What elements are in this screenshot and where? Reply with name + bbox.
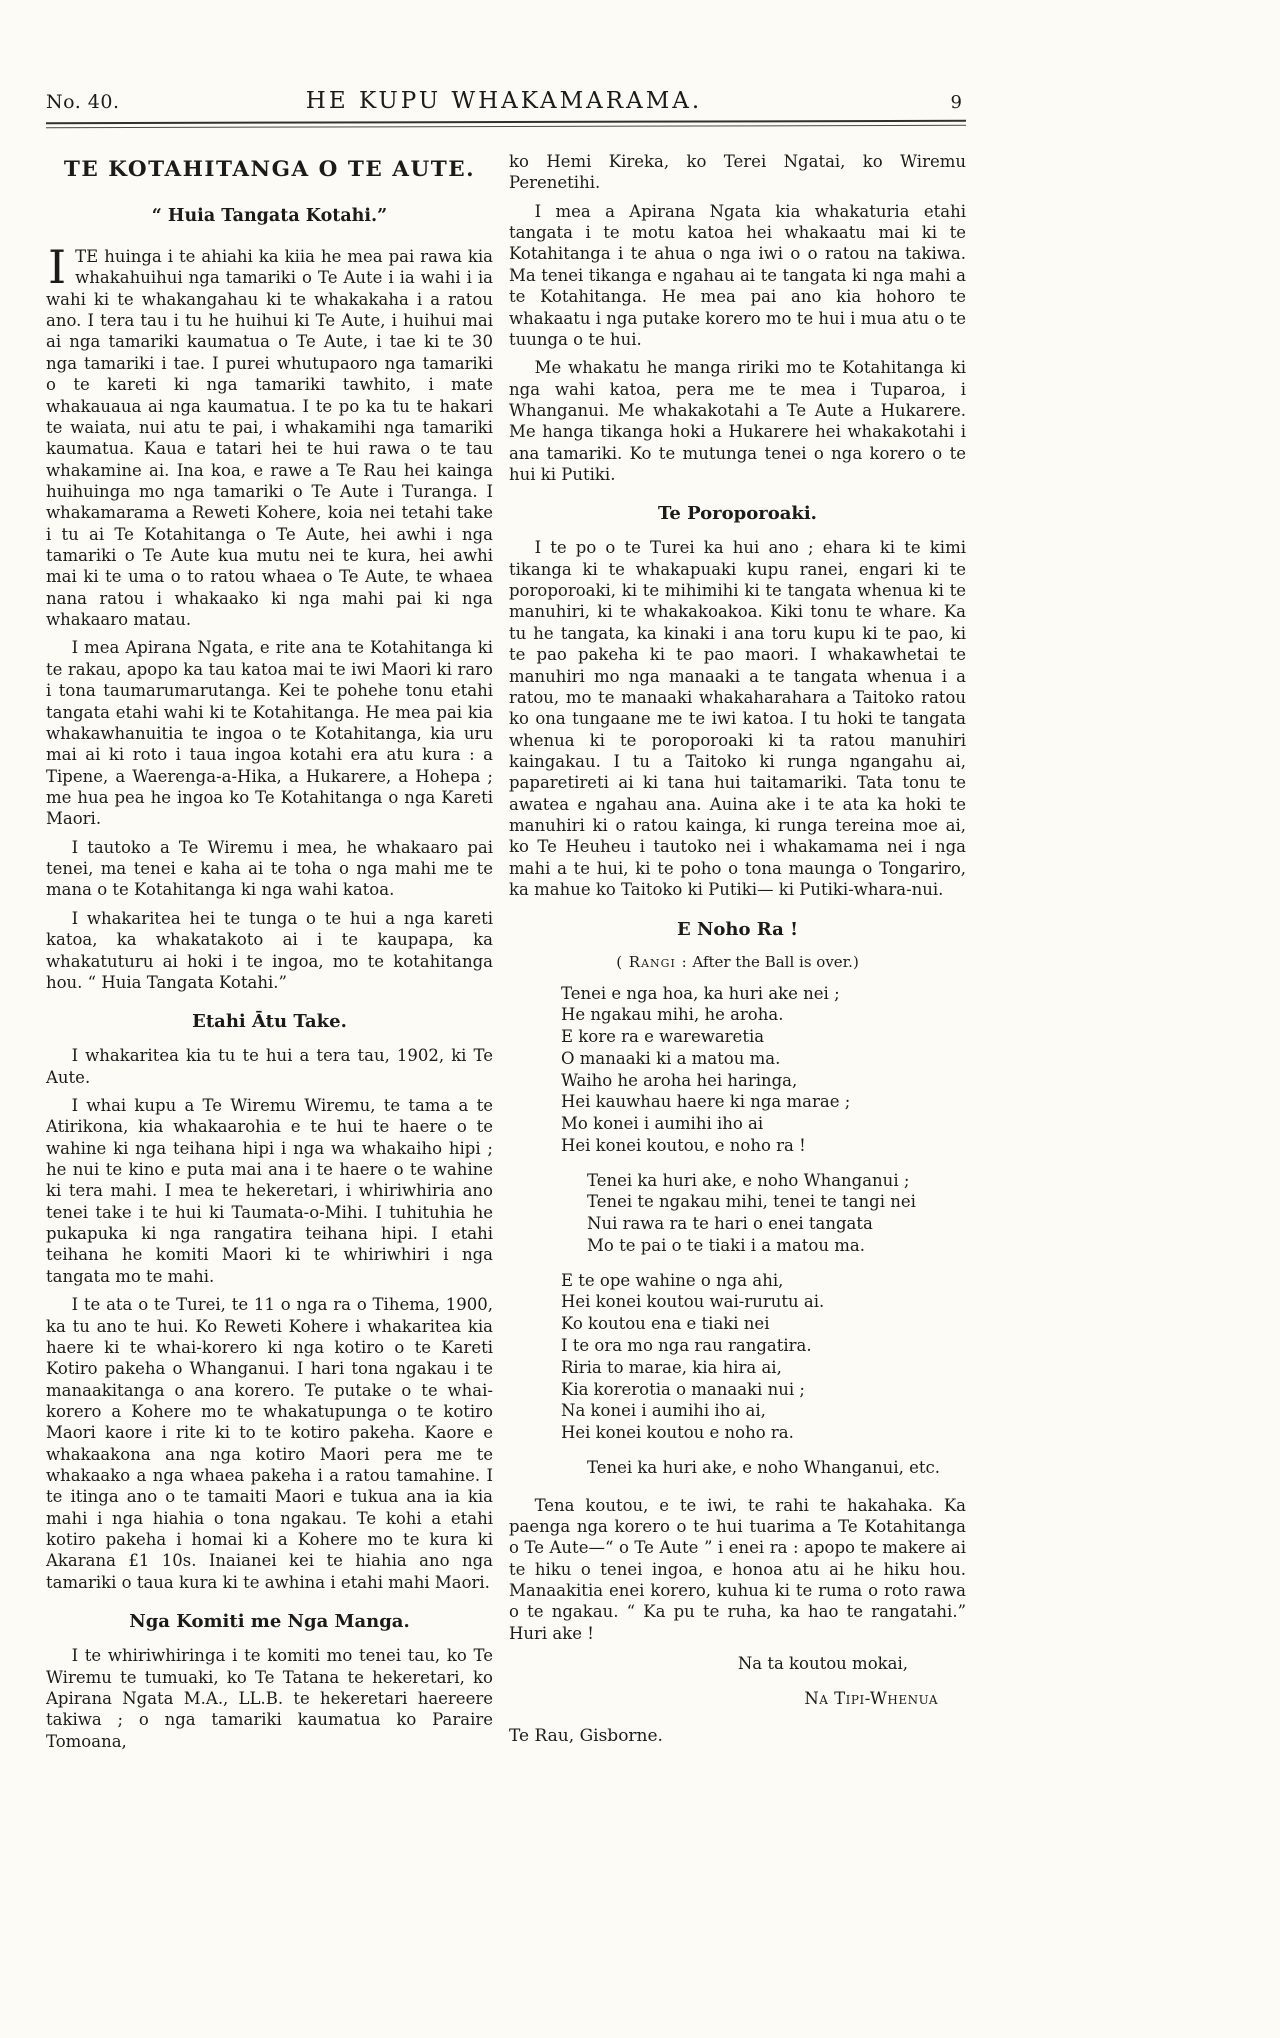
poem-refrain: Tenei ka huri ake, e noho Whanganui, etc. — [587, 1457, 940, 1477]
poem-line: Hei konei koutou wai-rurutu ai. — [561, 1292, 825, 1312]
issue-number: No. 40. — [46, 91, 120, 113]
poem-line: Hei konei koutou, e noho ra ! — [561, 1135, 806, 1155]
paragraph: I whai kupu a Te Wiremu Wiremu, te tama a te Atirikona, kia whakaarohia e te hui te haere o te wahine ki nga teihana hipi i nga wa whakaiho hipi ; he nui te kino e puta mai ana i te haere o te wahine ki tera mahi. I mea te hekeretari, i whiriwhiria ano tenei take i te hui ki Taumata-o-Mihi. I tuhituhia he pukapuka ki nga rangatira teihana hipi. I etahi teihana he komiti Maori ki te whiriwhiri i nga tangata mo te mahi. — [46, 1095, 493, 1286]
section-heading-farewell: Te Poroporoaki. — [658, 503, 817, 525]
article-columns — [46, 151, 966, 1759]
section-heading-song: E Noho Ra ! — [676, 918, 798, 940]
poem-line: Riria to marae, kia hira ai, — [561, 1357, 782, 1377]
paragraph: I whakaritea kia tu te hui a tera tau, 1902, ki Te Aute. — [46, 1046, 493, 1087]
poem-line: Hei kauwhau haere ki nga marae ; — [561, 1092, 851, 1112]
paragraph: I te po o te Turei ka hui ano ; ehara ki te kimi tikanga ki te whakapuaki kupu ranei, engari ki te poroporoaki, ki te mihimihi ki te tangata whenua ki te manuhiri, ki te whakakoakoa. Kiki tonu te whare. Ka tu he tangata, ka kinaki i ana toru kupu ki te pao, ki te pao pakeha ki te pao maori. I whakawhetai te manuhiri mo nga manaaki a te tangata whenua i a ratou, mo te manaaki whakaharahara a Taitoko ratou ko ona tungaane me te iwi katoa. I tu hoki te tangata whenua ki te poroporoaki ki ta ratou manuhiri kaingakau. I tu a Taitoko ki runga ngangahu ai, paparetireti ai ki tana hui taitamariki. Tata tonu te awatea e ngahau ana. Auina ake i te ata ka hoki te manuhiri ki o ratou kainga, ki runga tereina moe ai, ko Te Heuheu i tautoko nei i whakamama nei i nga mahi a te hui, ki te poho o tona maunga o Tongariro, ka mahue ko Taitoko ki Putiki— ki Putiki-whara-nui. — [509, 538, 966, 900]
poem-line: Nui rawa ra te hari o enei tangata — [587, 1214, 873, 1234]
poem-line: Ko koutou ena e tiaki nei — [561, 1314, 770, 1334]
paragraph: Tena koutou, e te iwi, te rahi te hakahaka. Ka paenga nga korero o te hui tuarima a Te Kotahitanga o Te Aute—“ o Te Aute ” i enei ra : apopo te makere ai te hiku o tenei ingoa, e honoa atu ai he hiku hou. Manaakitia enei korero, kuhua ki te ruma o roto rawa o te ngakau. “ Ka pu te ruha, ka hao te rangatahi.” Huri ake ! — [509, 1495, 966, 1643]
poem-stanza — [561, 1270, 966, 1444]
paragraph: I mea a Apirana Ngata kia whakaturia etahi tangata i te motu katoa hei whakaatu mai ki te Kotahitanga i te ahua o nga iwi o o ratou na takiwa. Ma tenei tikanga e ngahau ai te tangata ki nga mahi a te Kotahitanga. He mea pai ano kia hohoro te whakaatu i nga putake korero mo te hui i mua atu o te tuunga o te hui. — [509, 201, 966, 349]
paragraph: I mea Apirana Ngata, e rite ana te Kotahitanga ki te rakau, apopo ka tau katoa mai te iwi Maori ki raro i tona taumarumarutanga. Kei te pohehe tonu etahi tangata etahi wahi ki te Kotahitanga. He mea pai kia whakawhanuitia te ingoa o te Kotahitanga, kia uru mai ai ki roto i taua ingoa kotahi era atu kura : a Tipene, a Waerenga-a-Hika, a Hukarere, a Hohepa ; me hua pea he ingoa ko Te Kotahitanga o nga Kareti Maori. — [46, 638, 493, 829]
paragraph: I te whiriwhiringa i te komiti mo tenei tau, ko Te Wiremu te tumuaki, ko Te Tatana te hekeretari, ko Apirana Ngata M.A., LL.B. te hekeretari haereere takiwa ; o nga tamariki kaumatua ko Paraire Tomoana, — [46, 1646, 493, 1751]
poem-line: He ngakau mihi, he aroha. — [561, 1005, 784, 1025]
poem-line: Mo te pai o te tiaki i a matou ma. — [587, 1235, 865, 1255]
right-column — [509, 151, 966, 1759]
paragraph: I te ata o te Turei, te 11 o nga ra o Tihema, 1900, ka tu ano te hui. Ko Reweti Kohere i whakaritea kia haere ki te whai-korero ki nga kotiro o te Kareti Kotiro pakeha o Whanganui. I hari tona ngakau i te manaakitanga o ana korero. Te putake o te whai-korero a Kohere mo te whakatupunga o te kotiro Maori kaore i rite ki to te kotiro pakeha. Kaore e whakaakona ana nga kotiro Maori pera me te whakaako a nga whaea pakeha i a ratou tamahine. I te itinga ano o te tamaiti Maori e tukua ana ia kia mahi i nga hiahia o tona ngakau. Te kohi a etahi kotiro pakeha i homai ki a Kohere mo te kura ki Akarana £1 10s. Inaianei kei te hiahia ano nga tamariki o taua kura ki te awhina i etahi mahi Maori. — [46, 1295, 493, 1592]
poem-line: Tenei te ngakau mihi, tenei te tangi nei — [587, 1192, 916, 1212]
song-tune-title: After the Ball is over.) — [687, 952, 859, 971]
header-rule — [46, 120, 966, 128]
paragraph: ko Hemi Kireka, ko Terei Ngatai, ko Wiremu Perenetihi. — [509, 152, 966, 193]
paragraph: I tautoko a Te Wiremu i mea, he whakaaro pai tenei, ma tenei e kaha ai te toha o nga mahi me te mana o te Kotahitanga ki nga wahi katoa. — [46, 837, 493, 900]
page-header — [46, 88, 966, 114]
page-number: 9 — [950, 92, 962, 113]
article-title: TE KOTAHITANGA O TE AUTE. — [63, 157, 476, 182]
poem-line: E kore ra e warewaretia — [561, 1027, 765, 1047]
poem-line: Hei konei koutou e noho ra. — [561, 1423, 794, 1443]
poem-line: Na konei i aumihi iho ai, — [561, 1401, 766, 1421]
drop-cap: I — [48, 240, 67, 294]
author-signature: Na Tipi-Whenua — [804, 1689, 938, 1709]
poem-stanza — [587, 1170, 966, 1257]
poem-line: Kia korerotia o manaaki nui ; — [561, 1379, 805, 1399]
masthead-title: HE KUPU WHAKAMARAMA. — [305, 88, 703, 114]
poem-stanza — [561, 983, 966, 1157]
poem-line: Mo konei i aumihi iho ai — [561, 1114, 764, 1134]
signoff-line: Na ta koutou mokai, — [737, 1654, 908, 1674]
paragraph: Me whakatu he manga ririki mo te Kotahitanga ki nga wahi katoa, pera me te mea i Tuparoa, i Whanganui. Me whakakotahi a Te Aute a Hukarere. Me hanga tikanga hoki a Hukarere hei whakakotahi i ana tamariki. Ko te mutunga tenei o nga korero o te hui ki Putiki. — [509, 358, 966, 485]
place-line: Te Rau, Gisborne. — [509, 1726, 663, 1747]
paragraph — [46, 240, 493, 630]
paragraph-text: TE huinga i te ahiahi ka kiia he mea pai rawa kia whakahuihui nga tamariki o Te Aute i ia wahi i ia wahi ki te whakangahau ki te whakakaha i a ratou ano. I tera tau i tu he huihui ki Te Aute, i huihui mai ai nga tamariki kaumatua o Te Aute, i tae ki te 30 nga tamariki i tae. I purei whutupaoro nga tamariki o te kareti ki nga tamariki tawhito, i mate whakauaua ai nga kaumatua. I te po ka tu te hakari te waiata, nui atu te pai, i whakamihi nga tamariki kaumatua. Kaua e tatari hei te hui rawa o te tau whakamine ai. Ina koa, e rawe a Te Rau hei kainga huihuinga mo nga tamariki o Te Aute i Turanga. I whakamarama a Reweti Kohere, koia nei tetahi take i tu ai Te Kotahitanga o Te Aute, hei awhi i nga tamariki o Te Aute kua mutu nei te kura, hei awhi mai ki te uma o to ratou whaea o Te Aute, te whaea nana ratou i whakaako ki nga mahi pai ki nga whakaaro matau. — [46, 247, 493, 630]
song-tune-note — [509, 953, 966, 971]
section-heading-committees: Nga Komiti me Nga Manga. — [129, 1611, 410, 1633]
poem-line: Tenei ka huri ake, e noho Whanganui ; — [587, 1170, 910, 1190]
poem-line: Waiho he aroha hei haringa, — [561, 1070, 798, 1090]
left-column — [46, 151, 493, 1759]
section-heading-other-matters: Etahi Ātu Take. — [192, 1011, 347, 1033]
farewell-song — [561, 983, 966, 1479]
paragraph: I whakaritea hei te tunga o te hui a nga kareti katoa, ka whakatakoto ai i te kaupapa, ka whakatuturu ai hoki i te ingoa, mo te kotahitanga hou. “ Huia Tangata Kotahi.” — [46, 908, 493, 992]
article-motto: “ Huia Tangata Kotahi.” — [151, 206, 388, 226]
poem-line: O manaaki ki a matou ma. — [561, 1048, 781, 1068]
song-tune-label: ( Rangi : — [616, 952, 688, 971]
poem-line: E te ope wahine o nga ahi, — [561, 1270, 784, 1290]
poem-line: Tenei e nga hoa, ka huri ake nei ; — [561, 983, 840, 1003]
poem-line: I te ora mo nga rau rangatira. — [561, 1335, 812, 1355]
